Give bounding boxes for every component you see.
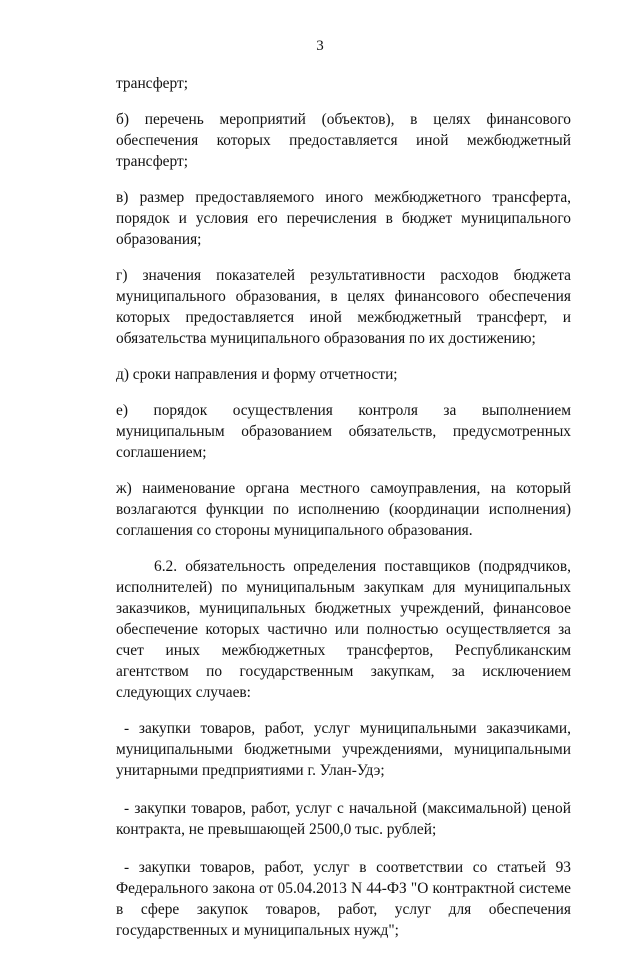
- section-6-2: 6.2. обязательность определения поставщиков (подрядчиков, исполнителей) по муниципальным закупкам для муниципальных заказчиков, муниципальных бюджетных учреждений, финансовое обеспечение которых частично или полностью осуществляется за счет иных межбюджетных трансфертов, Республиканским агентством по государственным закупкам, за исключением следующих случаев:: [116, 558, 571, 701]
- clause-b: б) перечень мероприятий (объектов), в целях финансового обеспечения которых предоставляется иной межбюджетный трансферт;: [116, 111, 571, 170]
- clause-d: д) сроки направления и форму отчетности;: [116, 366, 398, 383]
- clause-zh: ж) наименование органа местного самоуправления, на который возлагаются функции по исполнению (координации исполнения) соглашения со стороны муниципального образования.: [116, 480, 571, 539]
- exception-item-1: - закупки товаров, работ, услуг муниципальными заказчиками, муниципальными бюджетными учреждениями, муниципальными унитарными предприятиями г. Улан-Удэ;: [116, 720, 571, 779]
- clause-v: в) размер предоставляемого иного межбюджетного трансферта, порядок и условия его перечисления в бюджет муниципального образования;: [116, 189, 571, 248]
- clause-e: е) порядок осуществления контроля за выполнением муниципальным образованием обязательств, предусмотренных соглашением;: [116, 402, 571, 461]
- document-body: [116, 73, 571, 958]
- exception-item-2: - закупки товаров, работ, услуг с начальной (максимальной) ценой контракта, не превышающей 2500,0 тыс. рублей;: [116, 800, 571, 838]
- exception-item-3: - закупки товаров, работ, услуг в соответствии со статьей 93 Федерального закона от 05.04.2013 N 44-ФЗ "О контрактной системе в сфере закупок товаров, работ, услуг для обеспечения государственных и муниципальных нужд";: [116, 859, 571, 939]
- paragraph-transfer-continuation: трансферт;: [116, 75, 188, 92]
- clause-g: г) значения показателей результативности расходов бюджета муниципального образования, в целях финансового обеспечения которых предоставляется иной межбюджетный трансферт, и обязательства муниципального образования по их достижению;: [116, 267, 571, 347]
- page-number: 3: [316, 38, 324, 54]
